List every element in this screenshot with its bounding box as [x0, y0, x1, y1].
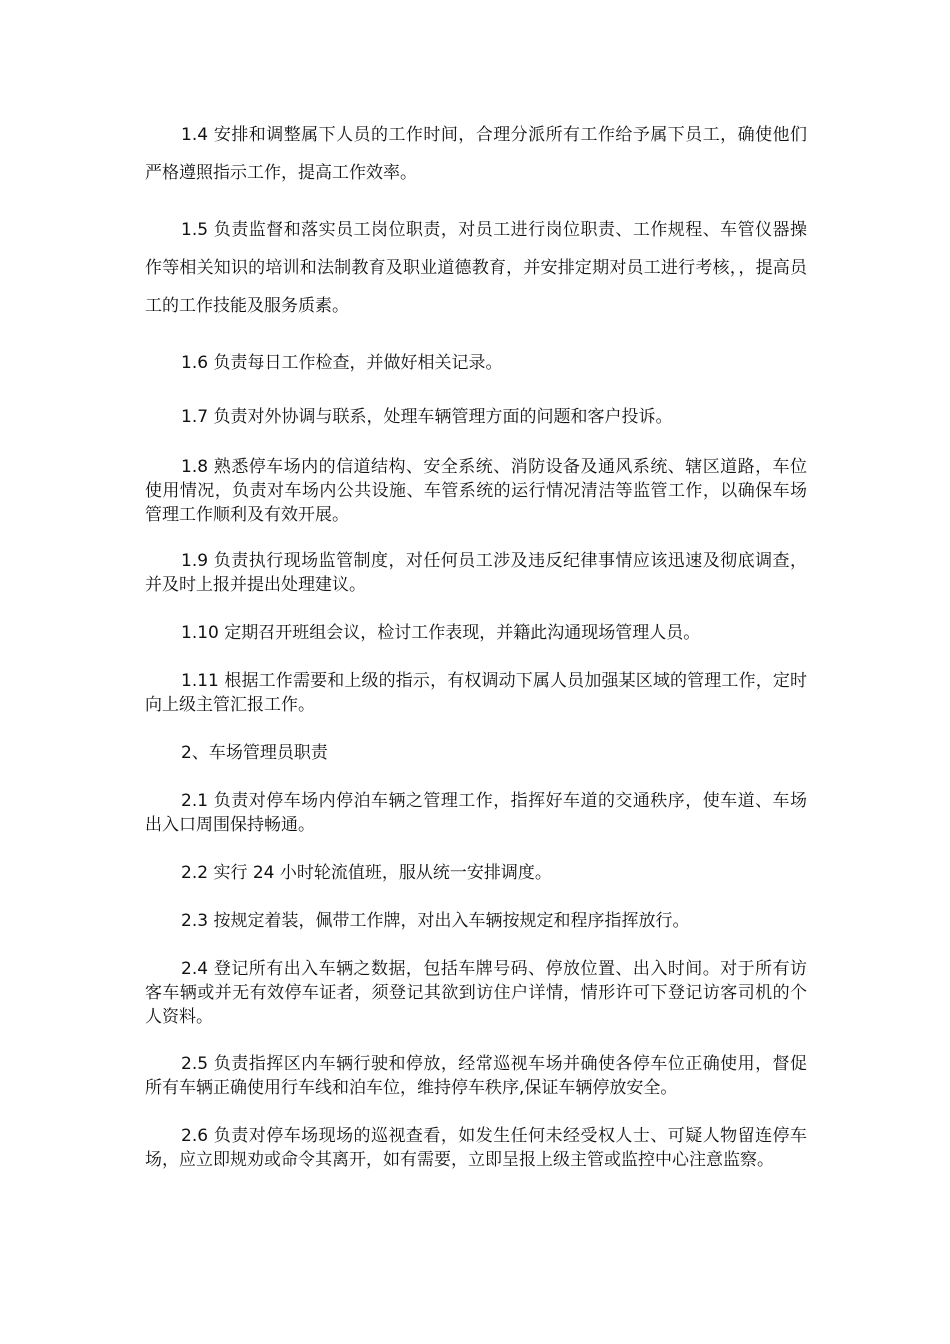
- paragraph-1-9: 1.9 负责执行现场监管制度，对任何员工涉及违反纪律事情应该迅速及彻底调查，并及时上报并提出处理建议。: [145, 551, 807, 595]
- paragraph-2-3: 2.3 按规定着装，佩带工作牌，对出入车辆按规定和程序指挥放行。: [181, 911, 690, 931]
- paragraph-2-5: 2.5 负责指挥区内车辆行驶和停放，经常巡视车场并确使各停车位正确使用，督促所有车辆正确使用行车线和泊车位，维持停车秩序,保证车辆停放安全。: [145, 1054, 807, 1098]
- paragraph-2-4: 2.4 登记所有出入车辆之数据，包括车牌号码、停放位置、出入时间。对于所有访客车辆或并无有效停车证者，须登记其欲到访住户详情，情形许可下登记访客司机的个人资料。: [145, 959, 807, 1027]
- paragraph-1-11: 1.11 根据工作需要和上级的指示，有权调动下属人员加强某区域的管理工作，定时向上级主管汇报工作。: [145, 671, 807, 715]
- paragraph-1-5: 1.5 负责监督和落实员工岗位职责，对员工进行岗位职责、工作规程、车管仪器操作等相关知识的培训和法制教育及职业道德教育，并安排定期对员工进行考核，，提高员工的工作技能及服务质素。: [145, 220, 807, 316]
- paragraph-1-8: 1.8 熟悉停车场内的信道结构、安全系统、消防设备及通风系统、辖区道路，车位使用情况，负责对车场内公共设施、车管系统的运行情况清洁等监管工作，以确保车场管理工作顺利及有效开展。: [145, 457, 807, 525]
- paragraph-2-2: 2.2 实行 24 小时轮流值班，服从统一安排调度。: [181, 863, 552, 883]
- paragraph-2-1: 2.1 负责对停车场内停泊车辆之管理工作，指挥好车道的交通秩序，使车道、车场出入口周围保持畅通。: [145, 791, 807, 835]
- paragraph-1-7: 1.7 负责对外协调与联系，处理车辆管理方面的问题和客户投诉。: [181, 407, 673, 427]
- paragraph-1-10: 1.10 定期召开班组会议，检讨工作表现，并籍此沟通现场管理人员。: [181, 623, 701, 643]
- paragraph-1-4: 1.4 安排和调整属下人员的工作时间，合理分派所有工作给予属下员工，确使他们严格遵照指示工作，提高工作效率。: [145, 125, 807, 183]
- paragraph-1-6: 1.6 负责每日工作检查，并做好相关记录。: [181, 353, 503, 373]
- section-heading-2: 2、车场管理员职责: [181, 743, 328, 763]
- paragraph-2-6: 2.6 负责对停车场现场的巡视查看，如发生任何未经受权人士、可疑人物留连停车场，应立即规劝或命令其离开，如有需要，立即呈报上级主管或监控中心注意监察。: [145, 1126, 807, 1170]
